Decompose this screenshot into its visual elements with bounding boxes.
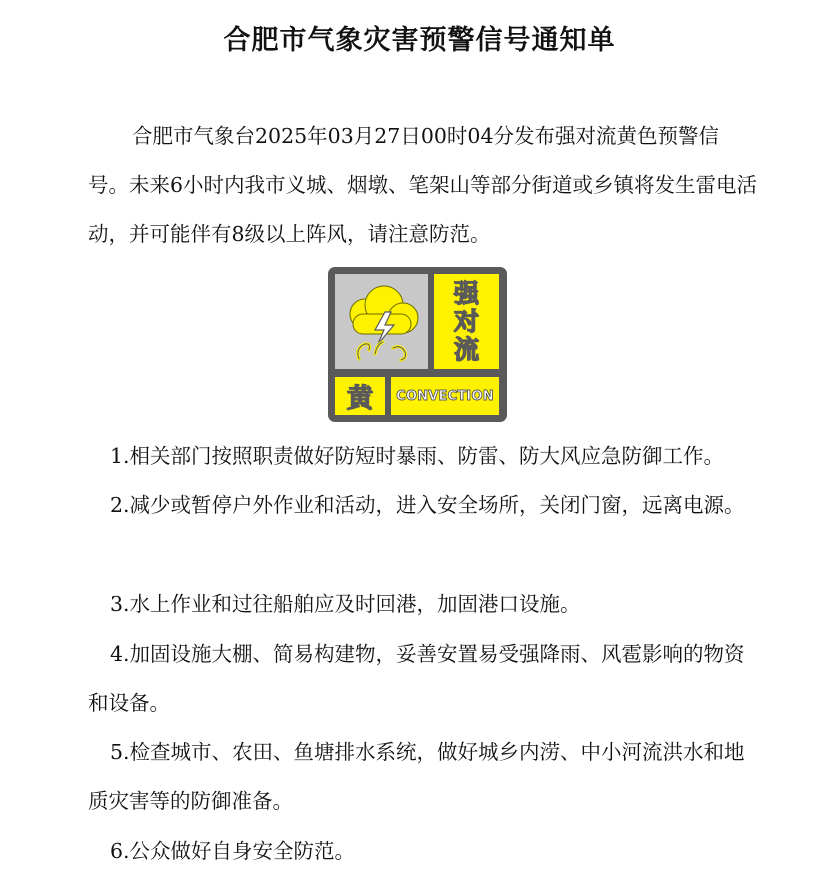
warning-signal: [328, 267, 507, 422]
signal-english-panel: [391, 377, 499, 415]
signal-type-char-1: 强: [453, 278, 479, 308]
measure-item: 6.公众做好自身安全防范。: [110, 839, 356, 863]
thunderstorm-cloud-icon: [335, 274, 428, 369]
signal-level-label: 黄: [346, 383, 373, 414]
signal-english-label: CONVECTION: [396, 388, 494, 404]
page-title: 合肥市气象灾害预警信号通知单: [223, 25, 616, 56]
signal-type-char-2: 对: [453, 306, 479, 336]
signal-cloud-panel: [335, 274, 428, 369]
measure-item: 4.加固设施大棚、简易构建物，妥善安置易受强降雨、风雹影响的物资和设备。: [88, 642, 745, 715]
signal-type-char-3: 流: [453, 334, 479, 364]
measure-item: 3.水上作业和过往船舶应及时回港，加固港口设施。: [110, 592, 581, 616]
intro-paragraph: 合肥市气象台2025年03月27日00时04分发布强对流黄色预警信号。未来6小时内我市义城、烟墩、笔架山等部分街道或乡镇将发生雷电活动，并可能伴有8级以上阵风，请注意防范。: [88, 124, 758, 246]
signal-type-panel: [434, 274, 499, 369]
signal-level-panel: [335, 377, 385, 415]
measure-item: 2.减少或暂停户外作业和活动，进入安全场所，关闭门窗，远离电源。: [110, 493, 745, 517]
measure-item: 5.检查城市、农田、鱼塘排水系统，做好城乡内涝、中小河流洪水和地质灾害等的防御准备。: [88, 740, 745, 813]
measure-item: 1.相关部门按照职责做好防短时暴雨、防雷、防大风应急防御工作。: [110, 444, 725, 468]
